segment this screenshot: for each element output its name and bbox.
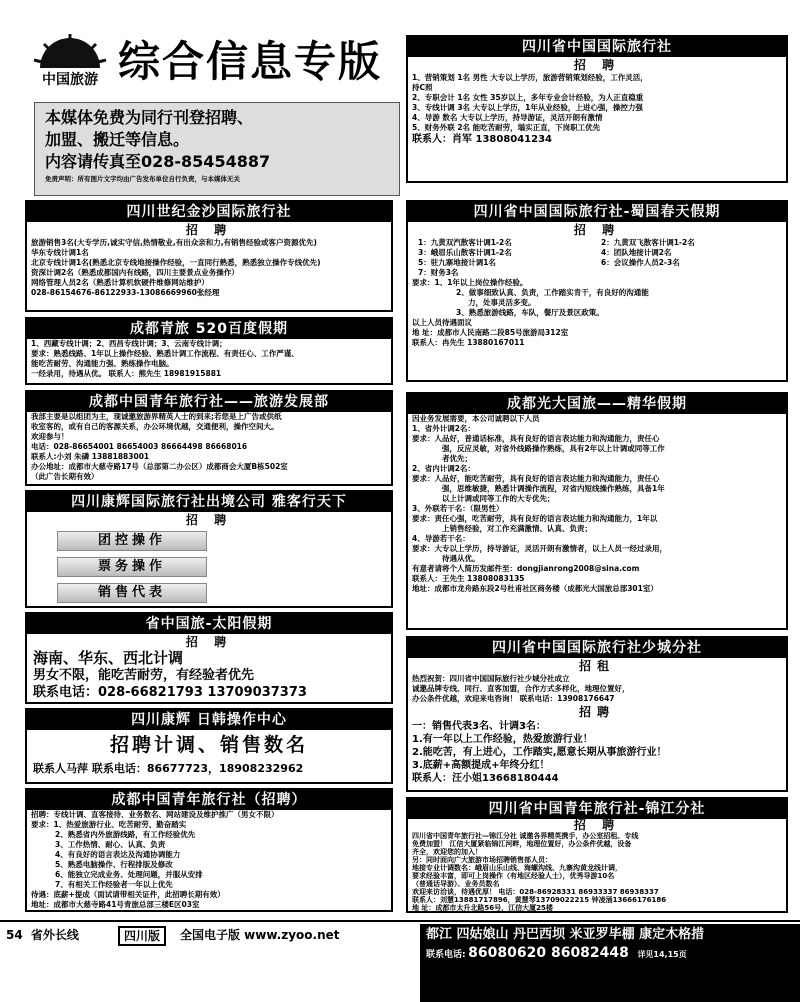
ad-line: 3.底薪+高额提成+年终分红！: [412, 760, 550, 771]
ad-highlight: 海南、华东、西北计调: [33, 649, 184, 667]
ad-subtitle: 招 聘: [185, 635, 233, 649]
ad-contact: 联系人：刘慧13881717896，黄慧琴13709022215 钟凌涌13666176186: [412, 896, 667, 904]
ad-line: 诚邀品牌专线、同行、直客加盟，合作方式多样化，地理位置好，: [412, 684, 630, 693]
ad-contact: 联系电话：028-66821793 13709037373: [33, 685, 307, 700]
ad-line: 电话：028-86654001 86654003 86664498 86668016: [31, 442, 248, 451]
ad-line: 地址：成都市大慈寺路41号青旅总部三楼E区03室: [31, 900, 200, 909]
ad-title: 成都青旅 520百度假期: [27, 319, 391, 339]
ad-line: 华东专线计调1名: [31, 248, 89, 257]
ad-line: 待遇从优。: [442, 554, 480, 563]
ad-contact: 联系人：汪小姐13668180444: [412, 773, 559, 784]
ad-contact: 联系人：王先生 13808083135: [412, 574, 525, 583]
ad-line: 地址：成都市龙舟路东段2号杜甫社区商务楼（成都光大国旅总部301室）: [412, 584, 658, 593]
promo-phones: [426, 944, 794, 964]
ad-line: 有意者请将个人简历发邮件至：dongjianrong2008@sina.com: [412, 564, 640, 573]
ad-kanghui-outbound: [25, 490, 393, 608]
ad-line: 一经录用，待遇从优。 联系人：熊先生 18981915881: [31, 369, 222, 378]
ad-line: 5、财务外联 2名 能吃苦耐劳，塌实正直，下岗职工优先: [412, 123, 601, 132]
ad-line: 办公条件优越，欢迎来电咨询！ 联系电话：13908176647: [412, 694, 615, 703]
ad-line: 4、导游若干名：: [412, 534, 470, 543]
logo-text: 中国旅游: [42, 72, 98, 88]
ad-sichuan-citc: [406, 35, 788, 183]
promo-banner: [420, 924, 800, 1002]
ad-subtitle: 招 聘: [185, 223, 233, 237]
ad-line: 我部主要是以组团为主，现诚邀旅游界精英人士的到来;若您是上广告或供纸: [31, 412, 282, 421]
ad-line: 因业务发展需要，本公司诚聘以下人员: [412, 414, 540, 423]
ad-line: 持C照: [412, 83, 433, 92]
ad-title: 四川省中国国际旅行社少城分社: [408, 638, 786, 658]
ad-line: 要求：人品好，能吃苦耐劳，具有良好的语言表达能力和沟通能力，责任心: [412, 474, 660, 483]
ad-line: 招聘：专线计调、直客接待、业务数名、网站建设及维护推广（男女不限）: [31, 810, 279, 819]
ad-line: 资深计调2名（熟悉成都国内有线路，四川主要景点业务操作）: [31, 268, 239, 277]
ad-line: 联系人:小刘 朱磷 13881883001: [31, 452, 150, 461]
job-tile: 销售代表: [57, 583, 207, 603]
ad-line: 2、熟悉省内外旅游线路，有工作经验优先: [55, 830, 196, 839]
ad-title: 四川省中国国际旅行社-蜀国春天假期: [408, 202, 786, 222]
website-link[interactable]: 全国电子版 www.zyoo.net: [180, 928, 340, 942]
job-tiles: [27, 528, 391, 608]
job-item: 5：驻九寨地接计调1名: [418, 258, 496, 267]
job-tile: 团控操作: [57, 531, 207, 551]
job-item: 7：财务3名: [418, 268, 459, 277]
ad-title: 四川省中国青年旅行社-锦江分社: [408, 799, 786, 819]
page-title: 综合信息专版: [118, 37, 383, 86]
ad-title: 成都中国青年旅行社——旅游发展部: [27, 392, 391, 412]
ad-title: 成都中国青年旅行社（招聘）: [27, 790, 391, 810]
ad-line: 1、营销策划 1名 男性 大专以上学历，旅游营销策划经验，工作灵活，: [412, 73, 648, 82]
phone-numbers: 86080620 86082448: [468, 945, 629, 961]
ad-title: 四川省中国国际旅行社: [408, 37, 786, 57]
sun-logo-icon: [30, 32, 110, 94]
ad-subtitle: 招 聘: [573, 58, 621, 72]
ad-line: 强，思维敏捷，熟悉计调操作流程，对省内短线操作熟练，具备1年: [442, 484, 665, 493]
ad-contact: 联系人：肖军 13808041234: [412, 134, 553, 145]
ad-line: 7、有相关工作经验者一年以上优先: [55, 880, 173, 889]
ad-title: 四川康辉 日韩操作中心: [27, 710, 391, 730]
ad-line: 2.能吃苦，有上进心，工作踏实,愿意长期从事旅游行业！: [412, 747, 667, 758]
ad-century-jinsha: [25, 200, 393, 312]
ad-line: 6、能独立完成业务、处理问题，并服从安排: [55, 870, 203, 879]
ad-line: 待遇：底薪+提成（面试请带相关证件，此招聘长期有效）: [31, 890, 225, 899]
ad-cyts-520: [25, 317, 393, 385]
ad-line: 3、工作热情、耐心、认真、负责: [55, 840, 166, 849]
ad-line: 办公地址：成都市大慈寺路17号（总部第二办公区）成都商会大厦B栋502室: [31, 462, 288, 471]
ad-line: 1、省外计调2名：: [412, 424, 475, 433]
job-item: 1：九黄双汽散客计调1-2名: [418, 238, 512, 247]
ad-cyts-development: [25, 390, 393, 486]
ad-line: 要求：责任心强，吃苦耐劳，具有良好的语言表达能力和沟通能力，1年以: [412, 514, 658, 523]
notice-line-1: 本媒体免费为同行刊登招聘、: [45, 108, 254, 127]
ad-line: 热烈祝贺：四川省中国国际旅行社少城分社成立: [412, 674, 570, 683]
job-item: 3：峨眉乐山散客计调1-2名: [418, 248, 512, 257]
page-ref: 详见14,15页: [637, 950, 687, 959]
ad-contact: [27, 910, 391, 912]
ad-line: 要求：人品好，普通话标准，具有良好的语言表达能力和沟通能力，责任心: [412, 434, 660, 443]
ad-line: 2、专职会计 1名 女性 35岁以上，多年专业会计经验，为人正直稳重: [412, 93, 644, 102]
phone-label: 联系电话:: [426, 950, 466, 960]
job-item: 4：团队地接计调2名: [601, 248, 672, 257]
ad-line: 北京专线计调1名(熟悉北京专线地接操作经验，一直同行熟悉，熟悉独立操作专线优先): [31, 258, 321, 267]
edition-badge: 四川版: [118, 926, 166, 946]
ad-line: 要求：熟悉线路、1年以上操作经验、熟悉计调工作流程、有责任心、工作严谨、: [31, 349, 299, 358]
ad-contact: 联系人：冉先生 13880167011: [412, 338, 525, 347]
notice-box: [34, 102, 400, 196]
ad-line: 要求经验丰富，即可上岗操作（有地区经验人士），优秀导游10名: [412, 872, 615, 880]
ad-line: 收室客的，或有自己的客源关系，办公环境优越，交通便利，操作空间大。: [31, 422, 279, 431]
page-num: 54: [6, 928, 23, 942]
ad-title: 省中国旅-太阳假期: [27, 614, 391, 634]
ad-line: 一：销售代表3名、计调3名：: [412, 721, 546, 732]
ad-line: 5、熟悉电脑操作、行程排版及修改: [55, 860, 173, 869]
ad-kanghui-japan-korea: [25, 708, 393, 784]
job-item: 6：会议操作人员2-3名: [601, 258, 680, 267]
ad-line: 地 址：成都市人民南路二段85号旅游局312室: [412, 328, 569, 337]
job-tile: 票务操作: [57, 557, 207, 577]
ad-subtitle: 招租: [578, 659, 615, 673]
ad-line: 强，反应灵敏，对省外线路操作熟练，具有2年以上计调或同等工作: [442, 444, 665, 453]
ad-line: 地 址：成都市太升北路56号，江信大厦25楼: [412, 904, 553, 912]
ad-line: 2、省内计调2名：: [412, 464, 475, 473]
ad-line: 免费加盟！ 江信大厦紧临锦江河畔，地理位置好，办公条件优越，设备: [412, 840, 632, 848]
ad-line: （此广告长期有效）: [31, 472, 99, 481]
ad-line: 另：同时面向广大旅游市场招聘销售部人员：: [412, 856, 552, 864]
ad-line: 上销售经验，对工作充满激情、认真、负责；: [442, 524, 592, 533]
ad-shuguo-spring: [406, 200, 788, 382]
ad-title: 成都光大国旅——精华假期: [408, 394, 786, 414]
job-item: 2：九黄双飞散客计调1-2名: [601, 238, 695, 247]
ad-line: 以上计调或同等工作的大专优先；: [442, 494, 555, 503]
ad-line: 要求：1、热爱旅游行业、吃苦耐劳、勤奋踏实: [31, 820, 187, 829]
ad-line: 4、有良好的语言表达及沟通协调能力: [55, 850, 181, 859]
ad-subtitle: 招 聘: [185, 513, 233, 527]
ad-shaocheng-branch: [406, 636, 788, 792]
footer: [0, 920, 800, 1000]
section-name: 省外长线: [30, 928, 79, 942]
ad-title: 四川康辉国际旅行社出境公司 雅客行天下: [27, 492, 391, 512]
ad-line: 网络管理人员2名（熟悉计算机软硬件维修网站维护）: [31, 278, 209, 287]
ad-line: 能吃苦耐劳、沟通能力强、熟练操作电脑。: [31, 359, 174, 368]
ad-cyts-recruit: [25, 788, 393, 912]
ad-line: 4、导游 数名 大专以上学历，持导游证，灵活开朗有激情: [412, 113, 603, 122]
ad-line: 3、外联若干名：（限男性）: [412, 504, 504, 513]
ad-subtitle: 招 聘: [573, 818, 621, 832]
masthead: [22, 28, 400, 198]
ad-line: 者优先；: [442, 454, 472, 463]
disclaimer: 免责声明：所有图片文字均由广告发布单位自行负责，与本媒体无关: [45, 175, 240, 183]
ad-line: 3、专线计调 3名 大专以上学历，1年从业经验，上进心强，操控力强: [412, 103, 643, 112]
notice-line-2: 加盟、搬迁等信息。: [45, 130, 190, 149]
ad-headline: 招聘计调、销售数名: [109, 734, 308, 756]
ad-line: 3、熟悉旅游线路，车队，餐厅及景区政策。: [456, 308, 604, 317]
ad-line: 齐全，欢迎您的加入！: [412, 848, 482, 856]
ad-line: 男女不限，能吃苦耐劳，有经验者优先: [33, 668, 255, 683]
ad-line: 要求：大专以上学历，持导游证，灵活开朗有激情者，以上人员一经过录用，: [412, 544, 667, 553]
ad-line: 力，处事灵活多变。: [468, 298, 536, 307]
ad-line: 四川省中国青年旅行社—锦江分社 诚邀各界精英携手，办公室招租、专线: [412, 832, 639, 840]
ad-jinjiang-branch: [406, 797, 788, 913]
ad-everbright: [406, 392, 788, 630]
notice-line-3: 内容请传真至028-85454887: [45, 152, 271, 171]
ad-line: 欢迎来访洽谈，待遇优厚！ 电话：028-86928331 86933337 86938337: [412, 888, 659, 896]
ad-contact: 联系人马萍 联系电话：86677723，18908232962: [33, 762, 304, 775]
job-grid: [408, 238, 786, 278]
ad-line: 旅游销售3名(大专学历,诚实守信,热情敬业,有出众亲和力,有销售经验或客户资源优先): [31, 238, 317, 247]
ad-subtitle: 招 聘: [573, 223, 621, 237]
ad-line: 地接专业计调数名：峨眉山乐山线、海螺沟线、九寨沟黄龙线计调，: [412, 864, 622, 872]
ad-line: 028-86154676-86122933-13086669960张经理: [31, 288, 220, 297]
ad-line: （普通话导游）、业务员数名: [412, 880, 500, 888]
page-number: [6, 928, 79, 943]
ad-line: 1.有一年以上工作经验，热爱旅游行业！: [412, 734, 593, 745]
ad-subtitle: 招聘: [578, 705, 615, 719]
ad-line: 2、做事细致认真、负责，工作踏实肯干，有良好的沟通能: [456, 288, 649, 297]
ad-line: 1、西藏专线计调；2、西昌专线计调；3、云南专线计调；: [31, 339, 227, 348]
ad-line: 以上人员待遇面议: [412, 318, 472, 327]
ad-title: 四川世纪金沙国际旅行社: [27, 202, 391, 222]
ad-line: 要求：1、1年以上岗位操作经验。: [412, 278, 528, 287]
promo-routes: 都江 四姑娘山 丹巴西坝 米亚罗毕棚 康定木格措: [426, 927, 705, 942]
ad-line: 欢迎参与！: [31, 432, 69, 441]
ad-cits-sun: [25, 612, 393, 704]
